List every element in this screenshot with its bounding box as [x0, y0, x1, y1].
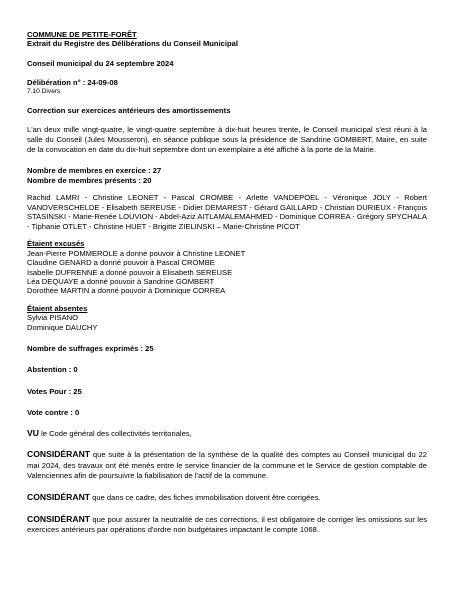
excuses-title: Étaient excusés: [27, 239, 85, 249]
membres-presents: Nombre de membres présents : 20: [27, 175, 152, 185]
considerant-keyword: CONSIDÉRANT: [27, 513, 91, 524]
votes-pour-count: Votes Pour : 25: [27, 386, 82, 396]
considerant-text: que dans ce cadre, des fiches immobilisation doivent être corrigées.: [90, 493, 321, 503]
excuse-item: Isabelle DUFRENNE a donné pouvoir à Elisabeth SEREUSE: [27, 267, 233, 277]
deliberation-numero: Délibération n° : 24-09-08: [27, 78, 118, 88]
excuse-item: Jean-Pierre POMMEROLE a donné pouvoir à Christine LEONET: [27, 248, 246, 258]
document-page: [27, 30, 427, 536]
commune-name: COMMUNE DE PETITE-FORÊT: [27, 30, 137, 39]
considerant-text: que suite à la présentation de la synthèse de la qualité des comptes au Conseil municipal du 22 mai 2024, des travaux ont été menés entre le service financier de la commune et le Service de gestion comptable de Valenciennes afin de poursuivre la fiabilisation de l'actif de la commune.: [27, 450, 427, 481]
considerant-paragraph: [27, 492, 427, 504]
excuses-list: [27, 249, 427, 296]
intro-paragraph: L'an deux mille vingt-quatre, le vingt-quatre septembre à dix-huit heures trente, le Conseil municipal s'est réuni à la salle du Conseil (Jules Mousseron), en séance publique sous la présidence de Sandrine GOMBERT, Maire, en suite de la convocation en date du dix-huit septembre dont un exemplaire a été affiché à la porte de la Mairie.: [27, 125, 427, 154]
considerant-paragraph: [27, 449, 427, 482]
absente-item: Sylvia PISANO: [27, 313, 79, 323]
vu-paragraph: [27, 428, 427, 440]
absentes-list: [27, 313, 427, 332]
excuse-item: Léa DEQUAYE a donné pouvoir à Sandrine GOMBERT: [27, 277, 215, 287]
deliberation-rubrique: 7.10 Divers: [27, 87, 61, 95]
considerant-keyword: CONSIDÉRANT: [27, 449, 91, 460]
excuse-item: Dorothée MARTIN a donné pouvoir à Dominique CORREA: [27, 286, 226, 296]
suffrages-exprimes: Nombre de suffrages exprimés : 25: [27, 344, 154, 354]
considerant-keyword: CONSIDÉRANT: [27, 492, 91, 503]
considerant-text: que pour assurer la neutralité de ces corrections, il est obligatoire de corriger les omissions sur les exercices antérieurs par opérations d'ordre non budgétaires impactant le compte 1068.: [27, 514, 427, 535]
vu-text: le Code général des collectivités territoriales,: [38, 428, 192, 438]
absente-item: Dominique DAUCHY: [27, 322, 98, 332]
abstention-count: Abstention : 0: [27, 365, 78, 375]
absentes-title: Étaient absentes: [27, 303, 88, 313]
membres-liste: Rachid LAMRI - Christine LEONET - Pascal CROMBE - Arlette VANDEPOEL - Véronique JOLY - Robert VANOVERSCHELDE - Elisabeth SEREUSE - Didier DEMAREST - Gérard GAILLARD - Christian DURIEUX - François STASINSKI - Marie-Renée LOUVION - Abdel-Aziz AITLAMALEMAHMED - Dominique CORREA - Grégory SPYCHALA - Tiphanie OTLET - Christine HUET - Brigitte ZIELINSKI – Marie-Christine PICOT: [27, 193, 427, 231]
membres-exercice: Nombre de membres en exercice : 27: [27, 166, 162, 176]
considerant-paragraph: [27, 514, 427, 536]
vu-keyword: VU: [27, 427, 39, 438]
excuse-item: Claudine GENARD a donné pouvoir à Pascal CROMBE: [27, 258, 215, 268]
vote-contre-count: Vote contre : 0: [27, 408, 80, 418]
conseil-date: Conseil municipal du 24 septembre 2024: [27, 58, 174, 68]
registre-extrait: Extrait du Registre des Délibérations du Conseil Municipal: [27, 39, 238, 49]
deliberation-objet: Correction sur exercices antérieurs des amortissements: [27, 106, 231, 116]
